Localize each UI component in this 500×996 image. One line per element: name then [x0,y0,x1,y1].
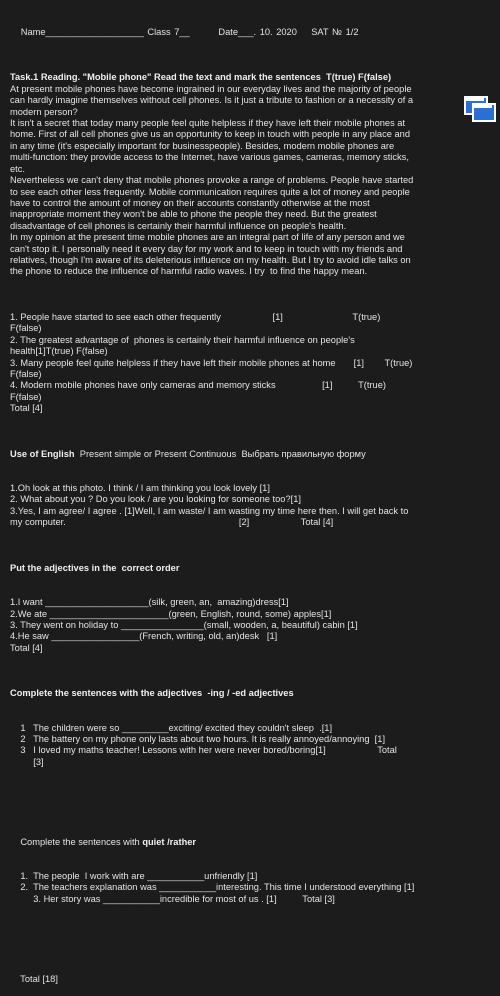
reading-line: inappropriate moment they won't be able to phone the people they need. But the greatest [10,209,377,220]
statement-line: Total [4] [10,403,43,414]
reading-line: the phone to reduce the influence of harmful radio waves. I try to find the happy mean. [10,266,368,277]
use-of-english-instruction: Present simple or Present Continuous Выбрать правильную форму [74,448,366,459]
quite-rather-line: 2. The teachers explanation was ___________interesting. This time I understood everything [1] [10,882,415,893]
ing-ed-line: [3] [10,756,44,767]
use-of-english-line: 2. What about you ? Do you look / are you looking for someone too?[1] [10,494,301,505]
statement-line: health[1]T(true) F(false) [10,346,108,357]
use-of-english-section [10,483,494,529]
reading-line: to see each other less frequently. Mobile communication requires quite a lot of money and people [10,186,410,197]
reading-line: Nevertheless we can't deny that mobile phones provoke a range of problems. People have started [10,175,414,186]
reading-line: In my opinion at the present time mobile phones are an integral part of life of any person and we [10,232,405,243]
statement-line: 1. People have started to see each other frequently [1] T(true) [10,311,381,322]
use-of-english-line: 3.Yes, I am agree/ I agree . [1]Well, I am waste/ I am wasting my time here then. I will get back to [10,505,409,516]
reading-line: It isn't a secret that today many people feel quite helpless if they have left their mobile phones at [10,118,406,129]
statements-section [10,312,494,415]
ing-ed-section [10,723,494,769]
reading-line: can hardly imagine themselves without cell phones. Is it just a tribute to fashion or a necessity of a [10,95,414,106]
reading-line: modern person? [10,106,78,117]
adjectives-order-line: 4.He saw _________________(French, writing, old, an)desk [1] [10,631,278,642]
worksheet-page [10,4,494,996]
statement-line: F(false) [10,369,42,379]
statement-line: F(false) [10,391,42,402]
adjectives-order-line: 2.We ate _______________________(green, English, round, some) apples[1] [10,608,332,619]
window-back-titlebar [466,98,484,101]
use-of-english-line: my computer. [2] Total [4] [10,517,334,528]
reading-line: At present mobile phones have become ingrained in our everyday lives and the majority of people [10,83,412,94]
statement-line: 3. Many people feel quite helpless if they have left their mobile phones at home [1] T(true) [10,357,413,368]
statement-line: 2. The greatest advantage of phones is certainly their harmful influence on people's [10,334,355,345]
ing-ed-line: 1 The children were so _________exciting/ excited they couldn't sleep .[1] [10,722,333,733]
ing-ed-title: Complete the sentences with the adjectives -ing / -ed adjectives [10,688,294,699]
reading-line: Task.1 Reading. "Mobile phone" Read the text and mark the sentences T(true) F(false) [10,72,392,83]
quite-rather-keyword: quiet /rather [142,836,197,847]
reading-line: multi-function: they provide access to the Internet, have various games, cameras, memory sticks, [10,152,409,163]
spacer [10,802,494,813]
statement-line: 4. Modern mobile phones have only cameras and memory sticks [1] T(true) [10,380,386,391]
use-of-english-title: Use of English [10,448,75,459]
quite-rather-heading [10,837,494,848]
reading-line: disadvantage of cell phones is certainly their harmful influence on people's health. [10,220,347,231]
window-front-titlebar [474,105,492,108]
adjectives-order-line: Total [4] [10,642,43,653]
ing-ed-line: 2 The battery on my phone only lasts about two hours. It is really annoyed/annoying [1] [10,734,386,744]
reading-line: in any time (it's especially important for businesspeople). Besides, modern mobile phones are [10,140,395,151]
spacer [10,939,494,950]
adjectives-order-title: Put the adjectives in the correct order [10,562,180,573]
reading-line: relatives, though I'm aware of its deleterious influence on my health. But I try to avoid idle talks on [10,254,411,265]
quite-rather-line: 3. Her story was ___________incredible for most of us . [1] Total [3] [10,893,335,904]
reading-line: etc. [10,163,25,174]
quite-rather-line: 1. The people I work with are ___________unfriendly [1] [10,870,258,881]
adjectives-order-line: 3. They went on holiday to ________________(small, wooden, a, beautiful) cabin [1] [10,619,358,630]
statement-line: F(false) [10,323,42,334]
adjectives-order-section [10,597,494,654]
grand-total-text: Total [18] [20,973,58,984]
worksheet-header: Name___________________ Class 7__ Date___. 10. 2020 SAT № 1/2 [10,26,359,37]
multi-window-icon[interactable] [464,96,494,120]
adjectives-order-line: 1.I want ____________________(silk, green, an, amazing)dress[1] [10,597,289,608]
quite-rather-section [10,871,494,905]
reading-line: can't stop it. I personally need it every day for my work and to keep in touch with my friends and [10,243,403,254]
use-of-english-line: 1.Oh look at this photo. I think / I am thinking you look lovely [1] [10,483,270,494]
reading-line: have to control the amount of money on their accounts constantly otherwise at the most [10,197,370,208]
use-of-english-heading [10,449,494,460]
reading-line: home. First of all cell phones give us an opportunity to keep in touch with people in any place and [10,129,411,140]
ing-ed-line: 3 I loved my maths teacher! Lessons with her were never bored/boring[1] Total [10,745,397,756]
reading-section [10,72,494,277]
grand-total [10,974,494,985]
quite-rather-intro: Complete the sentences with [20,836,143,847]
